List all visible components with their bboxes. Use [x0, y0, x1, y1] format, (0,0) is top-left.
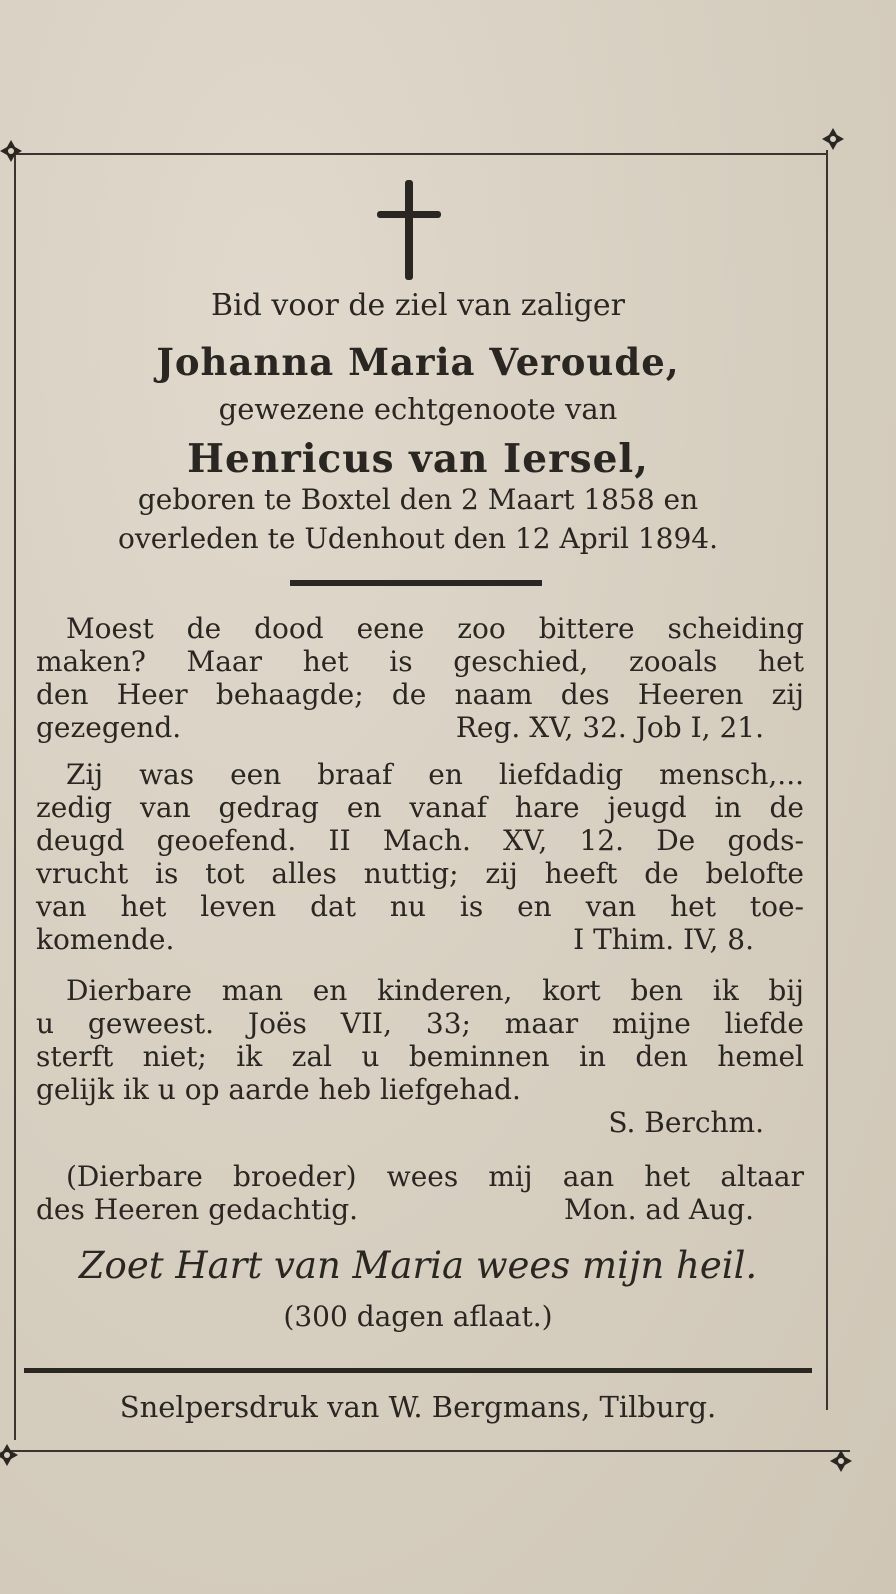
scripture-reference: I Thim. IV, 8. [573, 923, 754, 956]
verse-line: u geweest. Joës VII, 33; maar mijne liefde [36, 1007, 804, 1040]
birth-line: geboren te Boxtel den 2 Maart 1858 en [137, 483, 699, 516]
verse-line: Zij was een braaf en liefdadig mensch,... [66, 758, 804, 791]
verse-line: vrucht is tot alles nuttig; zij heeft de belofte [36, 857, 804, 890]
scripture-reference: Mon. ad Aug. [564, 1193, 754, 1226]
verse-line: gezegend. [36, 711, 182, 744]
verse-paragraph-1 [36, 612, 804, 744]
corner-ornament-icon [0, 136, 26, 166]
verse-line: maken? Maar het is geschied, zooals het [36, 645, 804, 678]
border-top [8, 153, 828, 155]
spouse-name: Henricus van Iersel, [187, 436, 649, 482]
printer-imprint: Snelpersdruk van W. Bergmans, Tilburg. [119, 1390, 717, 1424]
divider [290, 580, 542, 586]
border-bottom [8, 1450, 850, 1452]
verse-line: komende. [36, 923, 175, 956]
verse-line: deugd geoefend. II Mach. XV, 12. De gods- [36, 824, 804, 857]
verse-line: (Dierbare broeder) wees mij aan het altaar [66, 1160, 804, 1193]
deceased-name: Johanna Maria Veroude, [156, 340, 680, 384]
scripture-reference: S. Berchm. [608, 1106, 764, 1139]
border-right [826, 150, 828, 1410]
verse-line: des Heeren gedachtig. [36, 1193, 359, 1226]
divider [24, 1368, 812, 1373]
verse-line: Dierbare man en kinderen, kort ben ik bij [66, 974, 804, 1007]
verse-line: Moest de dood eene zoo bittere scheiding [66, 612, 804, 645]
verse-paragraph-2 [36, 758, 804, 956]
corner-ornament-icon [818, 124, 848, 154]
spouse-intro: gewezene echtgenoote van [218, 392, 618, 426]
corner-ornament-icon [826, 1446, 856, 1476]
verse-line: den Heer behaagde; de naam des Heeren zij [36, 678, 804, 711]
verse-line: sterft niet; ik zal u beminnen in den hemel [36, 1040, 804, 1073]
intro-line: Bid voor de ziel van zaliger [211, 288, 625, 323]
verse-paragraph-3 [36, 974, 804, 1139]
corner-ornament-icon [0, 1440, 22, 1470]
verse-line: gelijk ik u op aarde heb liefgehad. [36, 1073, 521, 1106]
indulgence-note: (300 dagen aflaat.) [283, 1300, 553, 1333]
verse-paragraph-4 [36, 1160, 804, 1226]
verse-line: zedig van gedrag en vanaf hare jeugd in de [36, 791, 804, 824]
cross-icon [377, 180, 441, 280]
scripture-reference: Reg. XV, 32. Job I, 21. [455, 711, 764, 744]
verse-line: van het leven dat nu is en van het toe- [36, 890, 804, 923]
motto: Zoet Hart van Maria wees mijn heil. [78, 1244, 758, 1287]
death-line: overleden te Udenhout den 12 April 1894. [118, 522, 718, 555]
